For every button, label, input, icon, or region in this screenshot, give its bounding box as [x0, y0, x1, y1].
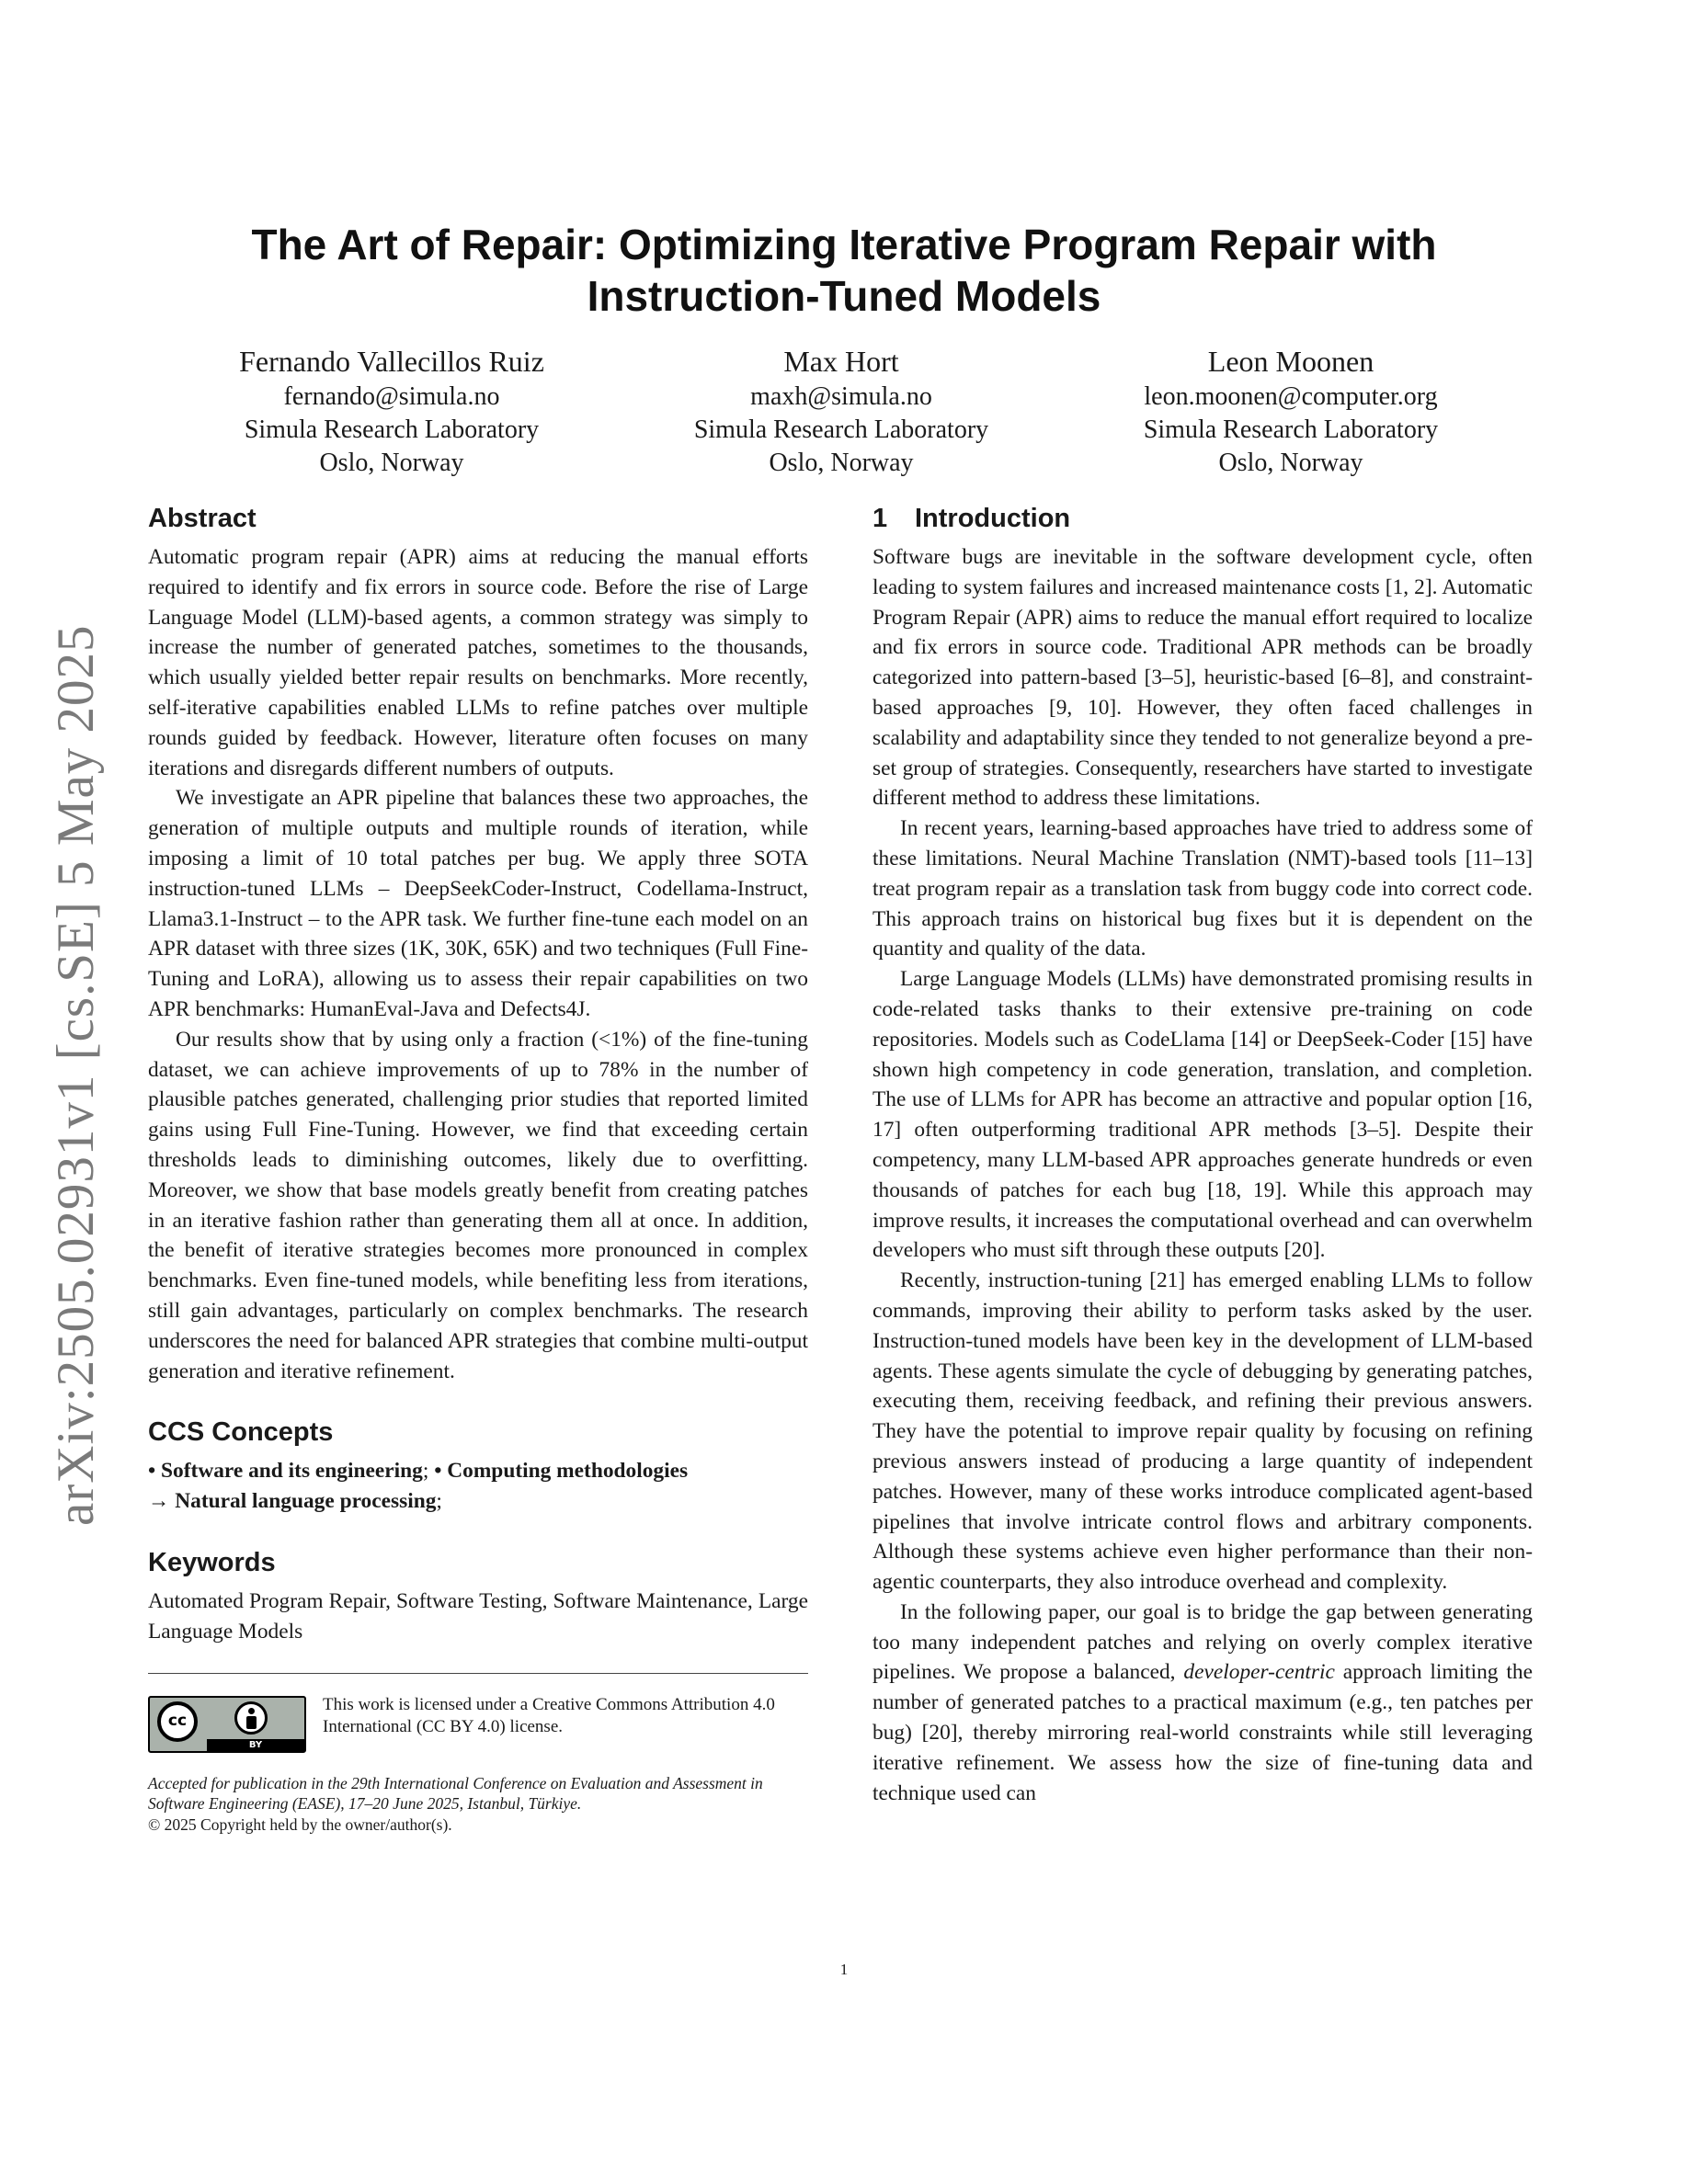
paper-title: The Art of Repair: Optimizing Iterative Program Repair with Instruction-Tuned Models — [251, 221, 1437, 320]
author-location: Oslo, Norway — [769, 449, 914, 477]
ccs-separator: ; — [422, 1459, 435, 1484]
abstract-paragraph: Automatic program repair (APR) aims at reducing the manual efforts required to identify and fix errors in source code. Before the rise of Large Language Model (LLM)-based agents, a common strategy was simply to increase the number of generated patches, sometimes to the thousands, which usually yielded better repair results on benchmarks. More recently, self-iterative capabilities enabled LLMs to refine patches over multiple rounds guided by feedback. However, literature often focuses on many iterations and disregards different numbers of outputs. — [148, 545, 808, 780]
author-block-2 — [602, 342, 1080, 480]
ccs-item: → Natural language processing — [148, 1489, 437, 1514]
ccs-heading: CCS Concepts — [148, 1417, 334, 1448]
author-location: Oslo, Norway — [1218, 449, 1363, 477]
author-email: fernando@simula.no — [283, 382, 500, 411]
author-name: Fernando Vallecillos Ruiz — [239, 345, 544, 378]
section-title: Introduction — [915, 504, 1071, 533]
author-location: Oslo, Norway — [319, 449, 464, 477]
ccs-end: ; — [436, 1489, 442, 1514]
author-affiliation: Simula Research Laboratory — [693, 415, 989, 444]
license-block — [148, 1694, 808, 1753]
keywords-text: Automated Program Repair, Software Testing, Software Maintenance, Large Language Models — [148, 1588, 808, 1644]
author-name: Leon Moonen — [1207, 345, 1374, 378]
page-number: 1 — [839, 1961, 849, 1978]
ccs-concepts — [148, 1456, 808, 1517]
author-affiliation: Simula Research Laboratory — [1143, 415, 1439, 444]
cc-icon: cc — [157, 1701, 198, 1742]
author-affiliation: Simula Research Laboratory — [244, 415, 540, 444]
author-block-1 — [153, 342, 631, 480]
abstract-heading: Abstract — [148, 504, 257, 533]
acceptance-text: Accepted for publication in the 29th International Conference on Evaluation and Assessment in Software Engineering (EASE), 17–20 June 2025, Istanbul, Türkiye. — [148, 1773, 763, 1814]
footnote-rule — [148, 1673, 808, 1674]
left-column — [148, 500, 808, 1835]
introduction-heading — [873, 500, 1533, 537]
section-number: 1 — [873, 504, 888, 533]
author-email: leon.moonen@computer.org — [1144, 382, 1438, 411]
right-column — [873, 500, 1533, 1808]
cc-by-badge-icon — [148, 1696, 306, 1753]
intro-paragraph: In recent years, learning-based approaches have tried to address some of these limitations. Neural Machine Translation (NMT)-based tools [11–13] treat program repair as a translation task from buggy code into correct code. This approach trains on historical bug fixes but it is dependent on the quantity and quality of the data. — [873, 816, 1533, 961]
by-label: BY — [207, 1739, 304, 1751]
intro-paragraph: Large Language Models (LLMs) have demonstrated promising results in code-related tasks thanks to their extensive pre-training on code repositories. Models such as CodeLlama [14] or DeepSeek-Coder [15] have shown high competency in code generation, translation, and completion. The use of LLMs for APR has become an attractive and popular option [16, 17] often outperforming traditional APR methods [3–5]. Despite their competency, many LLM-based APR approaches generate hundreds or even thousands of patches for each bug [18, 19]. While this approach may improve results, it increases the computational overhead and can overwhelm developers who must sift through these outputs [20]. — [873, 967, 1533, 1263]
author-name: Max Hort — [783, 345, 899, 378]
ccs-item: • Software and its engineering — [148, 1459, 423, 1484]
intro-paragraph: Software bugs are inevitable in the software development cycle, often leading to system failures and increased maintenance costs [1, 2]. Automatic Program Repair (APR) aims to reduce the manual effort required to localize and fix errors in source code. Traditional APR methods can be broadly categorized into pattern-based [3–5], heuristic-based [6–8], and constraint-based approaches [9, 10]. However, they often faced challenges in scalability and adaptability since they tended to not generalize beyond a pre-set group of strategies. Consequently, researchers have started to investigate different method to address these limitations. — [873, 545, 1533, 811]
author-block-3 — [1052, 342, 1530, 480]
intro-paragraph — [873, 1598, 1533, 1809]
author-email: maxh@simula.no — [750, 382, 932, 411]
intro-paragraph: Recently, instruction-tuning [21] has emerged enabling LLMs to follow commands, improving their ability to perform tasks asked by the user. Instruction-tuned models have been key in the development of LLM-based agents. These agents simulate the cycle of debugging by generating patches, executing them, receiving feedback, and refining their previous answers. They have the potential to improve repair quality by focusing on refining previous answers instead of producing a large quantity of independent patches. However, many of these works introduce complicated agent-based pipelines that involve intricate control flows and arbitrary components. Although these systems achieve even higher performance than their non-agentic counterparts, they also introduce overhead and complexity. — [873, 1268, 1533, 1595]
copyright-text: © 2025 Copyright held by the owner/author(s). — [148, 1814, 452, 1834]
intro-text: In the following paper, our goal is to bridge the gap between generating too many independent patches and relying on overly complex iterative pipelines. We propose a balanced, — [873, 1599, 1533, 1685]
intro-emphasis: developer-centric — [1183, 1660, 1335, 1685]
abstract-paragraph: Our results show that by using only a fraction (<1%) of the fine-tuning dataset, we can achieve improvements of up to 78% in the number of plausible patches generated, challenging prior studies that reported limited gains using Full Fine-Tuning. However, we find that exceeding certain thresholds leads to diminishing outcomes, likely due to overfitting. Moreover, we show that base models greatly benefit from creating patches in an iterative fashion rather than generating them all at once. In addition, the benefit of iterative strategies becomes more pronounced in complex benchmarks. Even fine-tuned models, while benefiting less from iterations, still gain advantages, particularly on complex benchmarks. The research underscores the need for balanced APR strategies that combine multi-output generation and iterative refinement. — [148, 1027, 808, 1383]
keywords-heading: Keywords — [148, 1547, 276, 1577]
arxiv-identifier: arXiv:2505.02931v1 [cs.SE] 5 May 2025 — [47, 624, 105, 1526]
intro-text: approach limiting the number of generated patches to a practical maximum (e.g., ten patches per bug) [20], thereby mirroring real-world constraints while still leveraging iterative refinement. We assess how the size of fine-tuning data and technique used can — [873, 1660, 1533, 1805]
abstract-paragraph: We investigate an APR pipeline that balances these two approaches, the generation of multiple outputs and multiple rounds of iteration, while imposing a limit of 10 total patches per bug. We apply three SOTA instruction-tuned LLMs – DeepSeekCoder-Instruct, Codellama-Instruct, Llama3.1-Instruct – to the APR task. We further fine-tune each model on an APR dataset with three sizes (1K, 30K, 65K) and two techniques (Full Fine-Tuning and LoRA), allowing us to assess their repair capabilities on two APR benchmarks: HumanEval-Java and Defects4J. — [148, 786, 808, 1021]
acceptance-note — [148, 1773, 808, 1836]
person-icon — [234, 1701, 268, 1735]
license-text: This work is licensed under a Creative Commons Attribution 4.0 International (CC BY 4.0) license. — [323, 1694, 775, 1736]
ccs-item: • Computing methodologies — [434, 1459, 689, 1484]
